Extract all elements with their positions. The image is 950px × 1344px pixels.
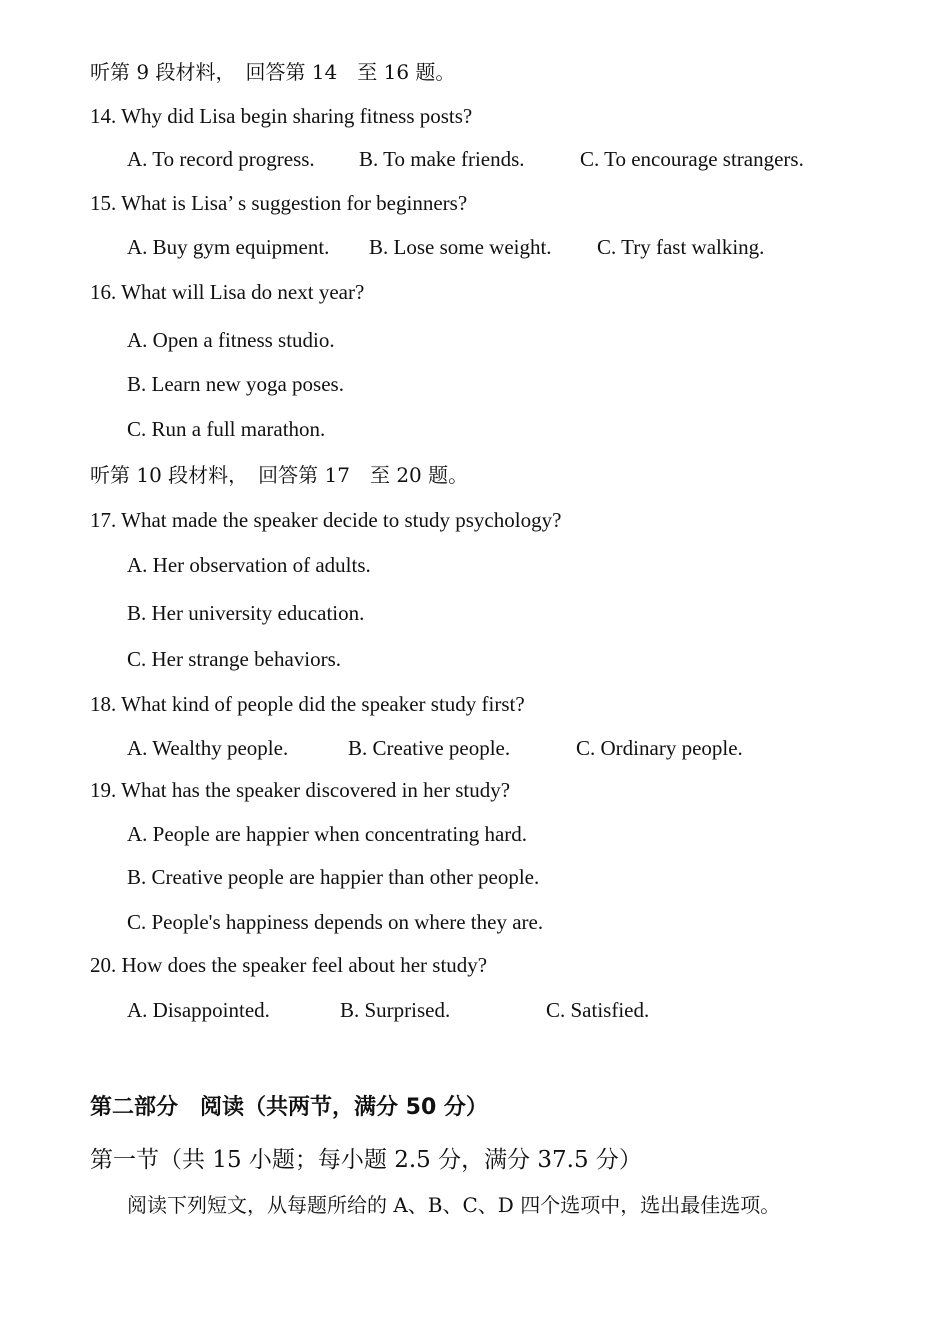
q17-option-a: A. Her observation of adults.	[127, 553, 371, 577]
reading-section-heading: 第一节（共 15 小题；每小题 2.5 分，满分 37.5 分）	[90, 1147, 642, 1173]
q19-option-c: C. People's happiness depends on where they are.	[127, 910, 544, 934]
section9-intro: 听第 9 段材料， 回答第 14 至 16 题。	[90, 60, 456, 84]
q17-option-c: C. Her strange behaviors.	[127, 647, 342, 671]
reading-instruction: 阅读下列短文，从每题所给的 A、B、C、D 四个选项中，选出最佳选项。	[127, 1193, 781, 1217]
question-19: 19. What has the speaker discovered in her study?	[90, 778, 511, 802]
q16-option-c: C. Run a full marathon.	[127, 417, 326, 441]
question-14: 14. Why did Lisa begin sharing fitness posts?	[90, 104, 473, 128]
q15-option-b: B. Lose some weight.	[369, 235, 552, 259]
question-15: 15. What is Lisa’ s suggestion for beginners?	[90, 191, 468, 215]
q17-option-b: B. Her university education.	[127, 601, 365, 625]
q16-option-a: A. Open a fitness studio.	[127, 328, 335, 352]
question-16: 16. What will Lisa do next year?	[90, 280, 365, 304]
q20-option-a: A. Disappointed.	[127, 998, 270, 1022]
q18-option-c: C. Ordinary people.	[576, 736, 743, 760]
q14-option-b: B. To make friends.	[359, 147, 525, 171]
q14-option-a: A. To record progress.	[127, 147, 315, 171]
q20-option-c: C. Satisfied.	[546, 998, 650, 1022]
q19-option-b: B. Creative people are happier than other people.	[127, 865, 540, 889]
question-20: 20. How does the speaker feel about her study?	[90, 953, 488, 977]
q20-option-b: B. Surprised.	[340, 998, 451, 1022]
question-18: 18. What kind of people did the speaker study first?	[90, 692, 525, 716]
q19-option-a: A. People are happier when concentrating hard.	[127, 822, 528, 846]
reading-part-heading: 第二部分 阅读（共两节，满分 50 分）	[90, 1095, 488, 1120]
question-17: 17. What made the speaker decide to study psychology?	[90, 508, 562, 532]
q14-option-c: C. To encourage strangers.	[580, 147, 804, 171]
q18-option-a: A. Wealthy people.	[127, 736, 289, 760]
section10-intro: 听第 10 段材料， 回答第 17 至 20 题。	[90, 463, 469, 487]
q16-option-b: B. Learn new yoga poses.	[127, 372, 344, 396]
q18-option-b: B. Creative people.	[348, 736, 511, 760]
q15-option-a: A. Buy gym equipment.	[127, 235, 330, 259]
q15-option-c: C. Try fast walking.	[597, 235, 765, 259]
